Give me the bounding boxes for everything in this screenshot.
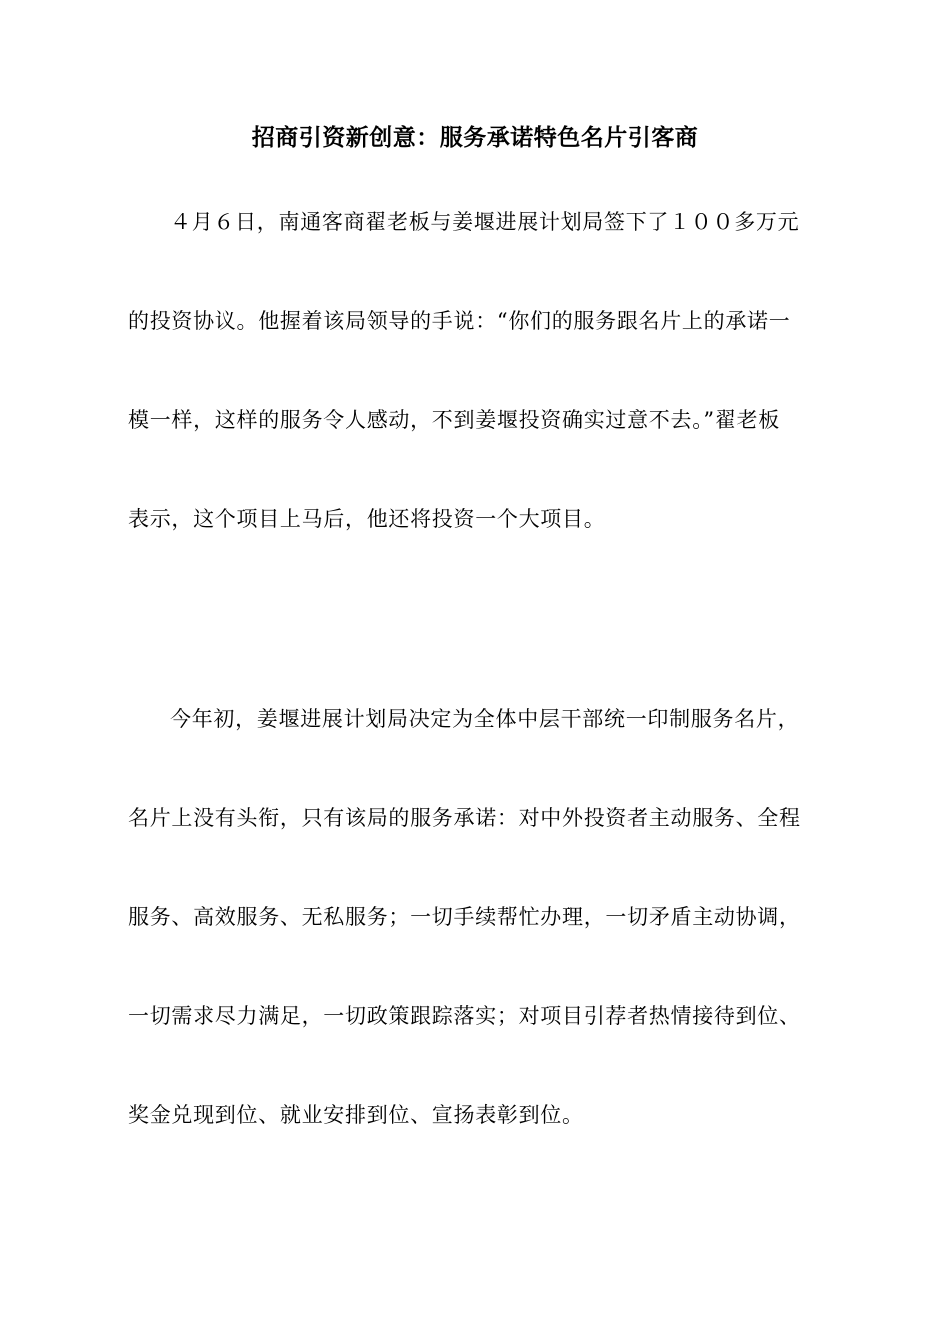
paragraph-1-line-3: 模一样，这样的服务令人感动，不到姜堰投资确实过意不去。”翟老板: [128, 408, 780, 432]
paragraph-2-line-5: 奖金兑现到位、就业安排到位、宣扬表彰到位。: [128, 1103, 584, 1127]
document-title: 招商引资新创意：服务承诺特色名片引客商: [251, 125, 699, 151]
paragraph-2-line-3: 服务、高效服务、无私服务；一切手续帮忙办理，一切矛盾主动协调，: [128, 905, 801, 929]
paragraph-1-line-2: 的投资协议。他握着该局领导的手说：“你们的服务跟名片上的承诺一: [128, 309, 791, 333]
paragraph-1-line-4: 表示，这个项目上马后，他还将投资一个大项目。: [128, 507, 606, 531]
paragraph-2-line-1: 今年初，姜堰进展计划局决定为全体中层干部统一印制服务名片，: [170, 707, 800, 731]
paragraph-2-line-4: 一切需求尽力满足，一切政策跟踪落实；对项目引荐者热情接待到位、: [128, 1004, 801, 1028]
paragraph-2-line-2: 名片上没有头衔，只有该局的服务承诺：对中外投资者主动服务、全程: [128, 806, 801, 830]
paragraph-1-line-1: ４月６日，南通客商翟老板与姜堰进展计划局签下了１００多万元: [170, 210, 800, 234]
